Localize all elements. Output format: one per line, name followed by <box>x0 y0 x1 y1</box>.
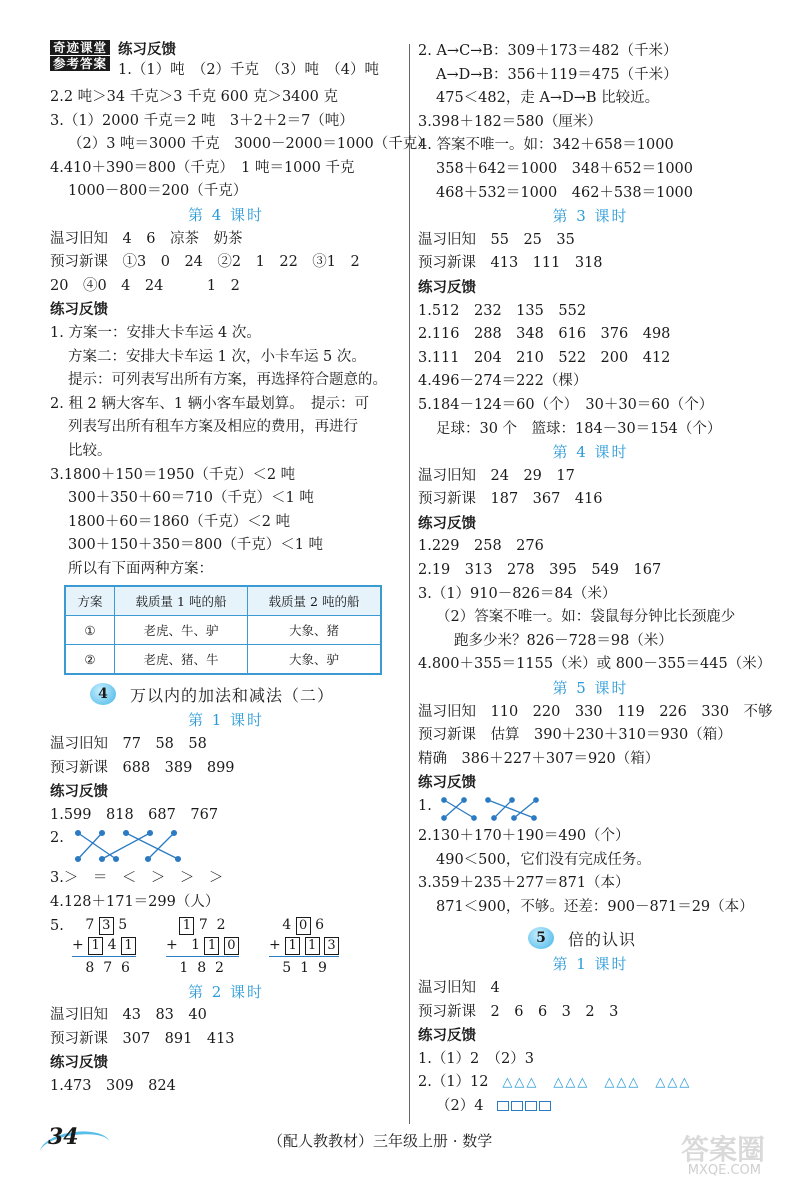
plus-sign: + <box>268 936 281 953</box>
digit: 4 <box>282 916 292 933</box>
unit-title-text: 倍的认识 <box>568 929 637 949</box>
answer-line: 1.229 258 276 <box>418 538 544 555</box>
answer-line: 3.＞ ＝ ＜ ＞ ＞ ＞ <box>50 870 224 887</box>
table-cell: ① <box>65 616 115 645</box>
answer-line: 3.398＋182＝580（厘米） <box>418 113 602 130</box>
answer-line: 358＋642＝1000 348＋652＝1000 <box>436 160 694 177</box>
unit-title-text: 万以内的加法和减法（二） <box>130 685 335 705</box>
answer-line: 预习新课 307 891 413 <box>50 1030 235 1047</box>
boxed-digit: 1 <box>285 937 300 955</box>
answer-line: 方案二：安排大卡车运 1 次，小卡车运 5 次。 <box>68 348 366 365</box>
unit-title <box>418 925 763 951</box>
answer-badge <box>50 40 110 71</box>
table-header: 载质量 1 吨的船 <box>115 586 248 616</box>
answer-line: 5.184－124＝60（个） 30＋30＝60（个） <box>418 396 714 413</box>
answer-text: （2）4 <box>436 1097 484 1114</box>
answer-line: 预习新课 688 389 899 <box>50 759 235 776</box>
answer-line: 468＋532＝1000 462＋538＝1000 <box>436 184 694 201</box>
answer-line: 提示：可列表写出所有方案，再选择符合题意的。 <box>68 372 387 389</box>
answer-line: 预习新课 187 367 416 <box>418 491 603 508</box>
digit: 7 <box>85 916 95 933</box>
table-cell: 大象、猪 <box>248 616 382 645</box>
answer-line <box>418 1071 763 1095</box>
answer-line: 预习新课 ①3 0 24 ②2 1 22 ③1 2 <box>50 254 360 271</box>
answer-line: 1.599 818 687 767 <box>50 806 219 823</box>
answer-line: 2. 租 2 辆大客车、1 辆小客车最划算。 提示：可 <box>50 395 369 412</box>
question-number: 2. <box>50 830 64 847</box>
section-label: 练习反馈 <box>418 1027 476 1045</box>
table-row <box>65 616 381 645</box>
table-cell: ② <box>65 645 115 675</box>
plan-table <box>64 585 382 675</box>
matching-answer <box>50 827 402 867</box>
digit: 8 <box>197 959 207 976</box>
answer-line: 871＜900，不够。还差：900－871＝29（本） <box>436 898 754 915</box>
left-column <box>50 40 432 1099</box>
digit: 8 <box>85 959 95 976</box>
answer-line: 3.1800＋150＝1950（千克）＜2 吨 <box>50 466 296 483</box>
square-group <box>497 1098 553 1114</box>
lesson-title: 第 3 课时 <box>552 207 629 226</box>
answer-line: 4.128＋171＝299（人） <box>50 894 220 911</box>
vertical-addition <box>166 915 239 978</box>
matching-lines-diagram <box>68 827 198 865</box>
answer-line: 4.800＋355＝1155（米）或 800－355＝445（米） <box>418 656 772 673</box>
answer-line: 跑多少米？826－728＝98（米） <box>454 632 673 649</box>
answer-line: 温习旧知 43 83 40 <box>50 1007 207 1024</box>
answer-line: 1.512 232 135 552 <box>418 302 587 319</box>
boxed-digit: 1 <box>121 937 136 955</box>
lesson-title: 第 5 课时 <box>552 679 629 698</box>
question-number: 5. <box>50 917 64 934</box>
section-label: 练习反馈 <box>50 1054 108 1072</box>
answer-line: 1800＋60＝1860（千克）＜2 吨 <box>68 513 291 530</box>
digit: 4 <box>107 936 117 953</box>
digit: 7 <box>198 916 208 933</box>
plus-sign: + <box>166 936 178 953</box>
answer-line: 2.19 313 278 395 549 167 <box>418 562 662 579</box>
right-column <box>418 40 773 1119</box>
unit-title <box>50 681 402 707</box>
table-header: 方案 <box>65 586 115 616</box>
answer-line: 1.473 309 824 <box>50 1078 176 1094</box>
answer-line: 温习旧知 4 6 凉茶 奶茶 <box>50 230 243 247</box>
answer-line: 2.130＋170＋190＝490（个） <box>418 828 630 844</box>
triangle-groups: △△△ △△△ △△△ △△△ <box>502 1075 692 1091</box>
answer-line: 温习旧知 77 58 58 <box>50 736 207 753</box>
watermark-logo: 答案圈 <box>680 1133 765 1166</box>
section-label: 练习反馈 <box>418 514 476 532</box>
answer-line: （2）3 吨＝3000 千克 3000－2000＝1000（千克） <box>68 136 432 153</box>
answer-line: 1000－800＝200（千克） <box>68 183 248 200</box>
answer-line: 温习旧知 4 <box>418 979 500 996</box>
plus-sign: + <box>72 936 84 953</box>
answer-line: 4. 答案不唯一。如：342＋658＝1000 <box>418 137 674 154</box>
book-info: （配人教教材）三年级上册 · 数学 <box>268 1132 493 1150</box>
badge-line1: 奇迹课堂 <box>50 40 110 55</box>
lesson-title: 第 1 课时 <box>187 711 265 730</box>
answer-line: 300＋350＋60＝710（千克）＜1 吨 <box>68 490 314 507</box>
table-cell: 老虎、牛、驴 <box>115 616 248 645</box>
answer-line: 20 ④0 4 24 1 2 <box>50 277 240 294</box>
digit: 5 <box>282 959 292 976</box>
answer-line: 比较。 <box>68 442 112 459</box>
answer-line: 3.（1）2000 千克＝2 吨 3＋2＋2＝7（吨） <box>50 112 354 129</box>
answer-line: 预习新课 2 6 6 3 2 3 <box>418 1003 619 1020</box>
boxed-digit: 3 <box>324 937 339 955</box>
page-number: 34 <box>48 1124 79 1150</box>
lesson-title: 第 4 课时 <box>552 443 629 462</box>
answer-line: 490＜500，它们没有完成任务。 <box>436 851 651 868</box>
answer-line: （2）答案不唯一。如：袋鼠每分钟比长颈鹿少 <box>436 609 736 626</box>
table-cell: 大象、驴 <box>248 645 382 675</box>
answer-line: 4.496－274＝222（棵） <box>418 373 588 390</box>
badge-line2: 参考答案 <box>50 56 110 71</box>
answer-line: 3.（1）910－826＝84（米） <box>418 585 617 602</box>
digit: 7 <box>103 959 113 976</box>
answer-line: 所以有下面两种方案： <box>68 560 213 577</box>
answer-line: 300＋150＋350＝800（千克）＜1 吨 <box>68 537 324 554</box>
section-label: 练习反馈 <box>418 774 476 792</box>
digit: 1 <box>191 936 201 953</box>
answer-line: 3.359＋235＋277＝871（本） <box>418 875 630 892</box>
boxed-digit: 0 <box>224 937 239 955</box>
section-label: 练习反馈 <box>50 301 108 319</box>
column-divider <box>409 44 410 1124</box>
digit: 9 <box>317 959 327 976</box>
unit-number-badge: 4 <box>90 683 116 705</box>
watermark-url: MXQE.COM <box>687 1163 761 1178</box>
boxed-digit: 1 <box>204 937 219 955</box>
lesson-title: 第 1 课时 <box>552 955 629 974</box>
digit: 6 <box>121 959 130 976</box>
answer-line: 预习新课 估算 390＋230＋310＝930（箱） <box>418 727 732 744</box>
table-header: 载质量 2 吨的船 <box>248 586 382 616</box>
answer-line: 2. A→C→B：309＋173＝482（千米） <box>418 43 678 59</box>
vertical-addition <box>269 915 339 978</box>
digit: 6 <box>315 916 325 933</box>
answer-line: A→D→B：356＋119＝475（千米） <box>436 66 678 83</box>
answer-line: 4.410＋390＝800（千克） 1 吨＝1000 千克 <box>50 159 355 176</box>
answer-text: 2.（1）12 <box>418 1074 489 1091</box>
vertical-addition-group <box>50 915 402 981</box>
boxed-digit: 1 <box>88 937 103 955</box>
answer-line: 预习新课 413 111 318 <box>418 255 603 272</box>
answer-line: 精确 386＋227＋307＝920（箱） <box>418 750 660 767</box>
page-footer <box>0 1122 785 1162</box>
boxed-digit: 1 <box>305 937 320 955</box>
matching-answer <box>418 795 763 825</box>
answer-line: 列表写出所有租车方案及相应的费用，再进行 <box>68 419 358 436</box>
table-cell: 老虎、猪、牛 <box>115 645 248 675</box>
digit: 2 <box>216 916 226 933</box>
boxed-digit: 3 <box>99 917 114 935</box>
answer-line: 足球：30 个 篮球：184－30＝154（个） <box>436 420 722 437</box>
digit: 5 <box>118 916 128 933</box>
answer-line: 3.111 204 210 522 200 412 <box>418 349 671 366</box>
answer-line: 温习旧知 55 25 35 <box>418 231 575 248</box>
answer-line: 2.2 吨＞34 千克＞3 千克 600 克＞3400 克 <box>50 89 338 105</box>
lesson-title: 第 4 课时 <box>187 205 265 224</box>
digit: 1 <box>300 959 310 976</box>
section-label: 练习反馈 <box>50 783 108 801</box>
unit-number-badge: 5 <box>528 927 554 949</box>
answer-line <box>418 1095 763 1119</box>
answer-line: 2.116 288 348 616 376 498 <box>418 326 671 343</box>
answer-line: 1.（1）吨 （2）千克 （3）吨 （4）吨 <box>118 62 379 78</box>
vertical-addition <box>72 915 136 978</box>
answer-line: 475＜482，走 A→D→B 比较近。 <box>436 90 660 107</box>
matching-lines-diagram <box>436 795 556 823</box>
table-header-row <box>65 586 381 616</box>
table-row <box>65 645 381 675</box>
section-label: 练习反馈 <box>118 41 177 58</box>
answer-line: 1. 方案一：安排大卡车运 4 次。 <box>50 324 261 341</box>
digit: 2 <box>215 959 224 976</box>
answer-line: 温习旧知 110 220 330 119 226 330 不够 <box>418 703 773 720</box>
digit: 1 <box>179 959 189 976</box>
answer-line: 1.（1）2 （2）3 <box>418 1050 534 1067</box>
boxed-digit: 0 <box>296 917 311 935</box>
answer-line: 温习旧知 24 29 17 <box>418 467 575 484</box>
question-number: 1. <box>418 798 432 814</box>
section-label: 练习反馈 <box>418 278 476 296</box>
lesson-title: 第 2 课时 <box>187 982 265 1001</box>
boxed-digit: 1 <box>179 917 194 935</box>
